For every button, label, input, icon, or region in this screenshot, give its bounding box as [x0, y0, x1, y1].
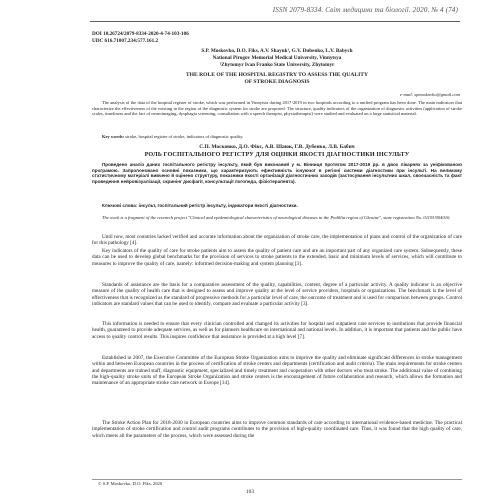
body-paragraph-3: Standards of assistance are the basis for a comparative assessment of the quality, capabilities, content, degree of a particular activity. A quality indicator is an objective measure of the quality of health care that is designed to assess and improve quality at the level of service providers, hospitals or organizations. The benchmark is the level of effectiveness that is recognized as the standard of progressive methods for a particular level of care, the outcome of treatment and is used for comparison between groups. Control indicators are standard values that can be used to identify, compare and evaluate a particular activity [3]. — [92, 282, 462, 307]
running-header — [0, 2, 500, 20]
header-rule — [90, 21, 460, 22]
affiliation-1: National Pirogov Memorial Medical University, Vinnytsya — [212, 55, 342, 61]
affiliation-2: ¹Zhytomyr Ivan Franko State University, Zhytomyr — [219, 62, 335, 68]
title-en-line-1: THE ROLE OF THE HOSPITAL REGISTRY TO ASSESS THE QUALITY — [185, 72, 369, 78]
keywords-en-label: Key words: — [102, 134, 125, 139]
keywords-en — [92, 134, 462, 140]
authors-en: S.P. Moskovko, D.O. Fiks, A.V. Shayuk¹, G.V. Dubenko, L.V. Babych — [201, 48, 353, 54]
copyright: © S.P. Moskovko, D.O. Fiks, 2020 — [98, 481, 163, 486]
body-paragraph-4: This information is needed to ensure that every clinician controlled and changed its activities for hospital and outpatient care services to institutions that provide financial health, guaranteed to provide adequate services, as well as for planners healthcare on international and national levels. In addition, it is important that patients and the public have access to quality control results. This inspires confidence that assistance is provided at a high level [7]. — [92, 321, 462, 340]
udc: UDC 616.71007.234:577.161.2 — [92, 38, 159, 44]
keywords-en-text: stroke, hospital register of stroke, indicators of diagnostic quality. — [124, 134, 244, 139]
keywords-ua: Ключові слова: інсульт, госпітальний регістр інсульту, індикатори якості діагностики. — [102, 203, 298, 208]
body-paragraph-2: Key indicators of the quality of care for stroke patients aim to assess the quality of patient care and are an important part of any organized care system. Subsequently, these data can be used to develop global benchmarks for the provision of services to stroke patients to the extended, basic and minimum levels of services, which will contribute to measures to improve the quality of care, namely: informed decision-making and system planning [3]. — [92, 248, 462, 267]
doi: DOI 10.26724/2079-8334-2020-4-74-103-106 — [92, 31, 189, 37]
research-fragment-note: The work is a fragment of the research project "Clinical and epidemiological characteristics of neurological diseases in the Podillia region of Ukraine", state registration No. 0119U004016. — [102, 215, 451, 220]
journal-header: ISSN 2079-8334. Світ медицини та біології. 2020. № 4 (74) — [272, 6, 458, 14]
footer-rule — [92, 479, 462, 480]
authors-ua: С.П. Московко, Д.О. Фікс, А.В. Шаюк, Г.В. Дубенко, Л.В. Бабич — [199, 144, 355, 150]
abstract-en — [92, 100, 462, 117]
email: e-mail: spmoskovko@gmail.com — [399, 92, 460, 97]
title-ua: РОЛЬ ГОСПІТАЛЬНОГО РЕГІСТРУ ДЛЯ ОЦІНКИ ЯКОСТІ ДІАГНОСТИКИ ІНСУЛЬТУ — [144, 151, 410, 158]
title-en-line-2: OF STROKE DIAGNOSIS — [244, 79, 310, 85]
abstract-en-text: The analysis of the data of the hospital register of stroke, which was performed in Vinnytsia during 2017-2019 in two hospitals according to a unified program has been done. The main indicators that characterize the effectiveness of the existing in the region of the diagnostic system for stroke are proposed. The structure, quality indicators of the organization of diagnostic activities (application of stroke scales, timeliness and the fact of neuroimaging, dysphagia screening, consultation with a speech therapist, physiotherapist) were studied and evaluated on a large statistical material. — [92, 100, 462, 116]
page-number: 103 — [245, 489, 255, 495]
body-paragraph-6: The Stroke Action Plan for 2018-2030 in European countries aims to improve common standards of care according to international evidence-based medicine. The practical implementation of stroke certification and control audit programs contributes to the provision of high-quality coordinated care. Thus, it was found that the high quality of care, which meets all the parameters of the process, which were assessed during the — [92, 420, 462, 439]
body-paragraph-1: Until now, most countries lacked verified and accurate information about the organization of stroke care, the implementation of plans and control of the organization of care for this pathology [4]. — [92, 234, 462, 247]
abstract-ua: Проведено аналіз даних госпітального регістру інсульту, який був виконаний у м. Вінниця протягом 2017-2019 рр. в двох лікарнях за уніфікованою програмою. Запропоновано основні показники, що характеризують ефективність існуючої в регіоні системи діагностики при інсульті. На великому статистичному матеріалі вивчено й оцінено структуру, показники якості організації діагностичних заходів (застосування інсультних шкал, своєчасність та факт проведення нейровізуалізації, скринінг дисфагії, консультації логопеда, фізіотерапевта). — [92, 162, 462, 184]
body-paragraph-5: Established in 2007, the Executive Committee of the European Stroke Organization aims to improve the quality and eliminate significant differences in stroke management within and between European countries in the process of certification of stroke centers and departments (certification and audit criteria). The main requirements for stroke centers and departments are trained staff, diagnostic equipment, specialized and timely treatment and cooperation with other doctors who treat stroke. The additional value of combining the high-quality stroke units of the European Stroke Organization and stroke centers is the encouragement of future collaboration and research, which allows the formation and maintenance of an appropriate stroke care network in Europe [14]. — [92, 355, 462, 387]
